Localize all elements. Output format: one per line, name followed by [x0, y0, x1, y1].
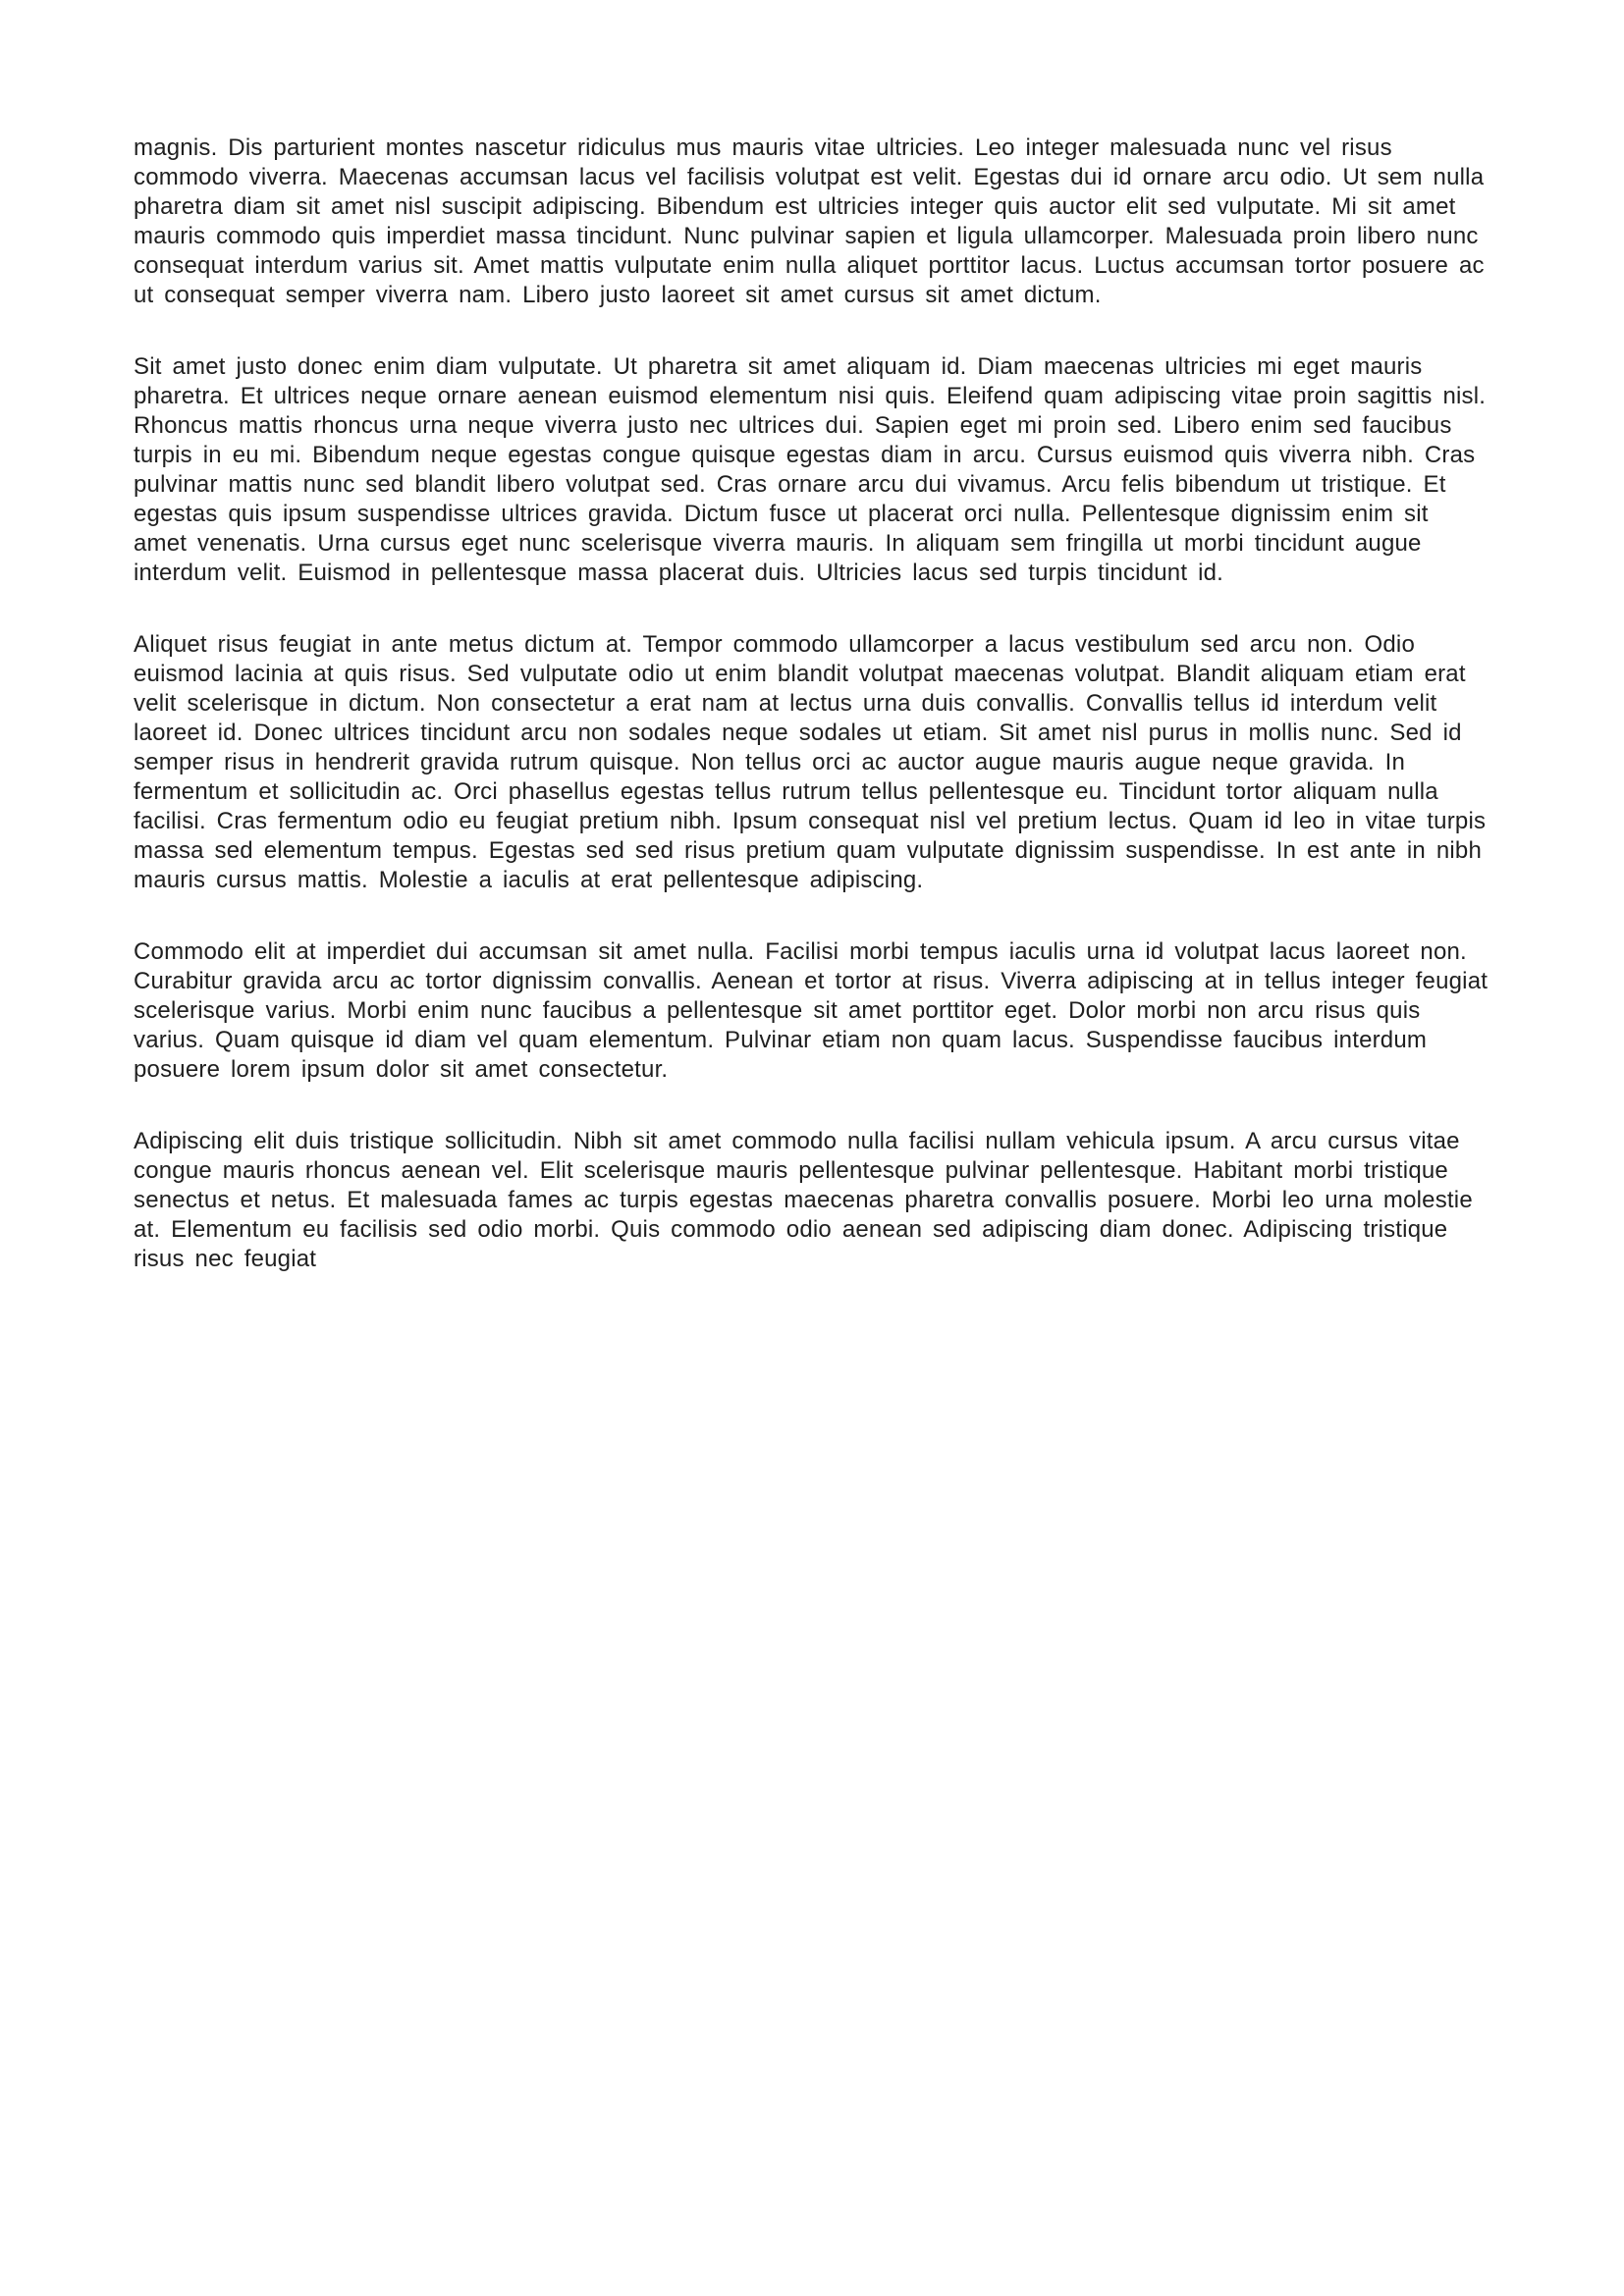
paragraph-4: Commodo elit at imperdiet dui accumsan sit amet nulla. Facilisi morbi tempus iaculis urna id volutpat lacus laoreet non. Curabitur gravida arcu ac tortor dignissim convallis. Aenean et tortor at risus. Viverra adipiscing at in tellus integer feugiat scelerisque varius. Morbi enim nunc faucibus a pellentesque sit amet porttitor eget. Dolor morbi non arcu risus quis varius. Quam quisque id diam vel quam elementum. Pulvinar etiam non quam lacus. Suspendisse faucibus interdum posuere lorem ipsum dolor sit amet consectetur. [134, 938, 1489, 1083]
paragraph-5: Adipiscing elit duis tristique sollicitudin. Nibh sit amet commodo nulla facilisi nullam vehicula ipsum. A arcu cursus vitae congue mauris rhoncus aenean vel. Elit scelerisque mauris pellentesque pulvinar pellentesque. Habitant morbi tristique senectus et netus. Et malesuada fames ac turpis egestas maecenas pharetra convallis posuere. Morbi leo urna molestie at. Elementum eu facilisis sed odio morbi. Quis commodo odio aenean sed adipiscing diam donec. Adipiscing tristique risus nec feugiat [134, 1128, 1473, 1272]
paragraph-2: Sit amet justo donec enim diam vulputate. Ut pharetra sit amet aliquam id. Diam maecenas ultricies mi eget mauris pharetra. Et ultrices neque ornare aenean euismod elementum nisi quis. Eleifend quam adipiscing vitae proin sagittis nisl. Rhoncus mattis rhoncus urna neque viverra justo nec ultrices dui. Sapien eget mi proin sed. Libero enim sed faucibus turpis in eu mi. Bibendum neque egestas congue quisque egestas diam in arcu. Cursus euismod quis viverra nibh. Cras pulvinar mattis nunc sed blandit libero volutpat sed. Cras ornare arcu dui vivamus. Arcu felis bibendum ut tristique. Et egestas quis ipsum suspendisse ultrices gravida. Dictum fusce ut placerat orci nulla. Pellentesque dignissim enim sit amet venenatis. Urna cursus eget nunc scelerisque viverra mauris. In aliquam sem fringilla ut morbi tincidunt augue interdum velit. Euismod in pellentesque massa placerat duis. Ultricies lacus sed turpis tincidunt id. [134, 353, 1487, 586]
paragraph-1: magnis. Dis parturient montes nascetur ridiculus mus mauris vitae ultricies. Leo integer malesuada nunc vel risus commodo viverra. Maecenas accumsan lacus vel facilisis volutpat est velit. Egestas dui id ornare arcu odio. Ut sem nulla pharetra diam sit amet nisl suscipit adipiscing. Bibendum est ultricies integer quis auctor elit sed vulputate. Mi sit amet mauris commodo quis imperdiet massa tincidunt. Nunc pulvinar sapien et ligula ullamcorper. Malesuada proin libero nunc consequat interdum varius sit. Amet mattis vulputate enim nulla aliquet porttitor lacus. Luctus accumsan tortor posuere ac ut consequat semper viverra nam. Libero justo laoreet sit amet cursus sit amet dictum. [134, 134, 1485, 308]
paragraph-3: Aliquet risus feugiat in ante metus dictum at. Tempor commodo ullamcorper a lacus vestibulum sed arcu non. Odio euismod lacinia at quis risus. Sed vulputate odio ut enim blandit volutpat maecenas volutpat. Blandit aliquam etiam erat velit scelerisque in dictum. Non consectetur a erat nam at lectus urna duis convallis. Convallis tellus id interdum velit laoreet id. Donec ultrices tincidunt arcu non sodales neque sodales ut etiam. Sit amet nisl purus in mollis nunc. Sed id semper risus in hendrerit gravida rutrum quisque. Non tellus orci ac auctor augue mauris augue neque gravida. In fermentum et sollicitudin ac. Orci phasellus egestas tellus rutrum tellus pellentesque eu. Tincidunt tortor aliquam nulla facilisi. Cras fermentum odio eu feugiat pretium nibh. Ipsum consequat nisl vel pretium lectus. Quam id leo in vitae turpis massa sed elementum tempus. Egestas sed sed risus pretium quam vulputate dignissim suspendisse. In est ante in nibh mauris cursus mattis. Molestie a iaculis at erat pellentesque adipiscing. [134, 631, 1487, 893]
